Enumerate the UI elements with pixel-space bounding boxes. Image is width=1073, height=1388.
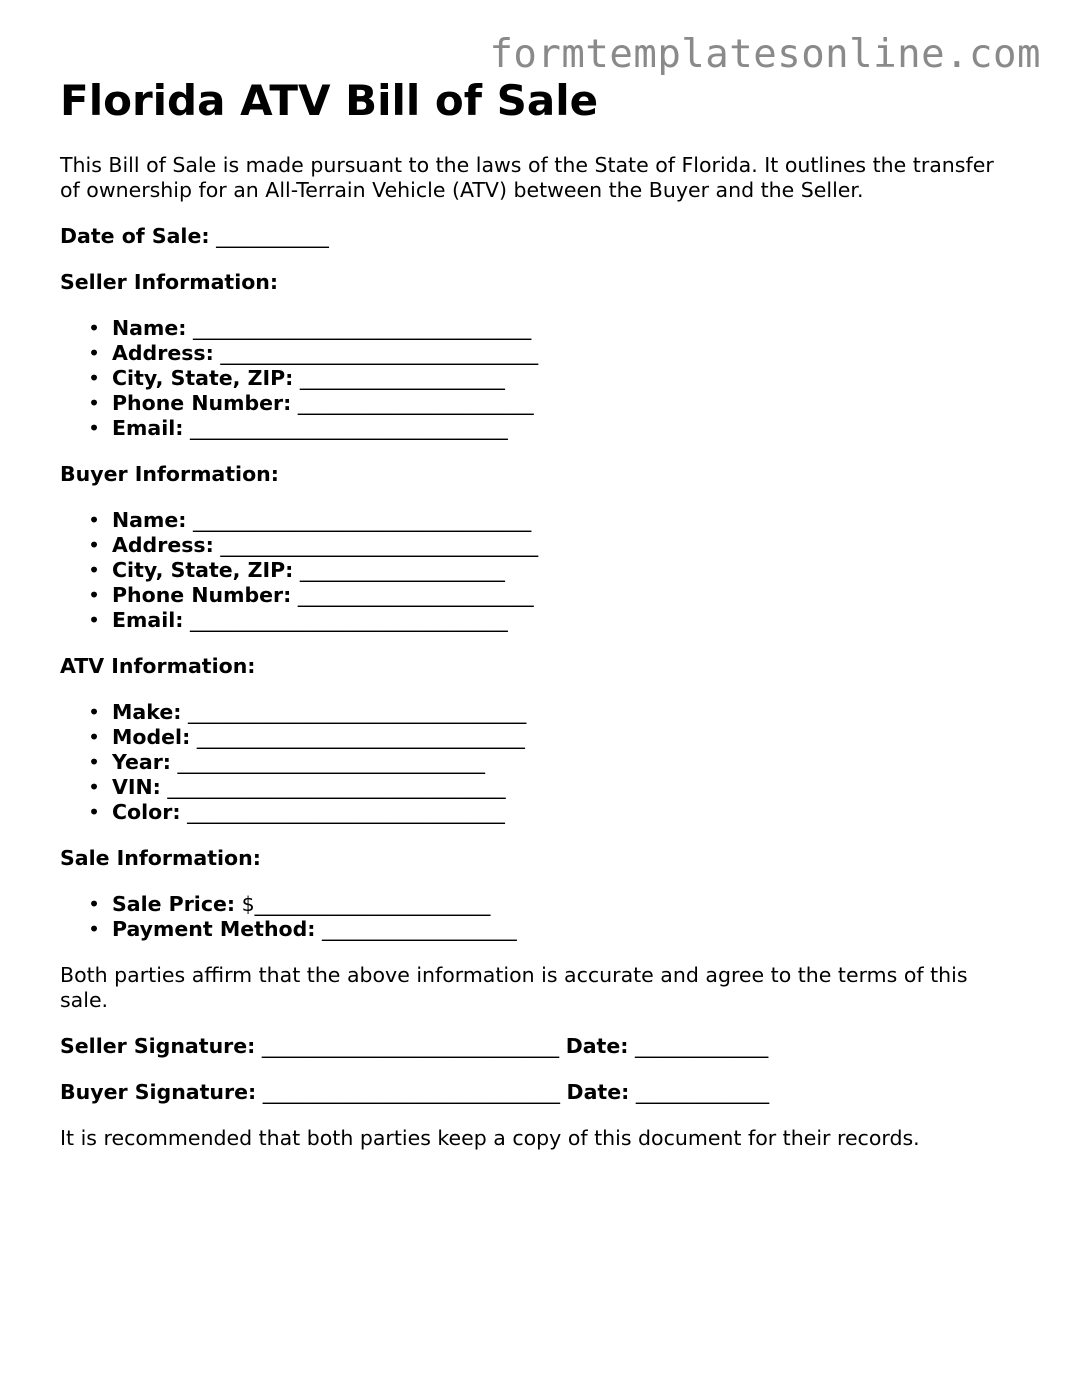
seller-date-label: Date: xyxy=(565,1034,629,1058)
seller-date-blank[interactable]: _____________ xyxy=(634,1034,769,1058)
list-item xyxy=(88,608,1020,633)
list-item xyxy=(88,533,1020,558)
buyer-signature-line xyxy=(60,1080,1020,1105)
field-blank[interactable]: _________________________________ xyxy=(187,700,527,724)
buyer-signature-blank[interactable]: _____________________________ xyxy=(262,1080,561,1104)
bullet-icon: • xyxy=(88,366,101,390)
list-item xyxy=(88,391,1020,416)
affirm-paragraph: Both parties affirm that the above information is accurate and agree to the terms of this sale. xyxy=(60,963,968,1012)
field-blank[interactable]: _______________________ xyxy=(297,391,534,415)
page-title: Florida ATV Bill of Sale xyxy=(60,76,599,125)
field-blank[interactable]: ____________________ xyxy=(299,366,505,390)
field-label: Make: xyxy=(112,700,182,724)
field-blank[interactable]: _______________________________ xyxy=(189,416,508,440)
watermark: formtemplatesonline.com xyxy=(489,32,1041,77)
document-body xyxy=(60,153,1020,1172)
field-blank[interactable]: _________________________________ xyxy=(192,316,532,340)
bullet-icon: • xyxy=(88,892,101,916)
field-blank[interactable]: ________________________________ xyxy=(196,725,525,749)
list-item xyxy=(88,725,1020,750)
buyer-signature-label: Buyer Signature: xyxy=(60,1080,257,1104)
field-blank[interactable]: _______________________________ xyxy=(220,341,539,365)
list-item xyxy=(88,558,1020,583)
date-of-sale-field xyxy=(60,224,1020,249)
seller-signature-line xyxy=(60,1034,1020,1059)
field-blank[interactable]: ___________________ xyxy=(322,917,517,941)
field-blank[interactable]: _________________________________ xyxy=(167,775,506,799)
bullet-icon: • xyxy=(88,750,101,774)
field-blank[interactable]: _______________________________ xyxy=(220,533,539,557)
atv-heading: ATV Information: xyxy=(60,654,256,678)
list-item xyxy=(88,341,1020,366)
list-item xyxy=(88,508,1020,533)
sale-heading: Sale Information: xyxy=(60,846,261,870)
field-label: Color: xyxy=(112,800,181,824)
seller-signature-blank[interactable]: _____________________________ xyxy=(261,1034,560,1058)
field-label: Address: xyxy=(112,533,214,557)
seller-list xyxy=(60,316,1020,441)
sale-list xyxy=(60,892,1020,942)
field-label: Year: xyxy=(112,750,172,774)
field-label: VIN: xyxy=(112,775,161,799)
field-blank[interactable]: _______________________ xyxy=(297,583,534,607)
field-label: City, State, ZIP: xyxy=(112,366,294,390)
list-item xyxy=(88,700,1020,725)
list-item xyxy=(88,316,1020,341)
field-blank[interactable]: $_______________________ xyxy=(241,892,491,916)
field-label: Name: xyxy=(112,316,187,340)
date-of-sale-blank[interactable]: ___________ xyxy=(216,224,329,248)
field-label: Sale Price: xyxy=(112,892,236,916)
list-item xyxy=(88,775,1020,800)
seller-heading: Seller Information: xyxy=(60,270,279,294)
buyer-heading: Buyer Information: xyxy=(60,462,279,486)
bullet-icon: • xyxy=(88,533,101,557)
field-label: City, State, ZIP: xyxy=(112,558,294,582)
field-label: Payment Method: xyxy=(112,917,316,941)
bullet-icon: • xyxy=(88,583,101,607)
field-label: Phone Number: xyxy=(112,583,292,607)
list-item xyxy=(88,416,1020,441)
list-item xyxy=(88,583,1020,608)
field-label: Email: xyxy=(112,608,184,632)
field-label: Phone Number: xyxy=(112,391,292,415)
field-blank[interactable]: _________________________________ xyxy=(192,508,532,532)
bullet-icon: • xyxy=(88,558,101,582)
bullet-icon: • xyxy=(88,508,101,532)
seller-signature-label: Seller Signature: xyxy=(60,1034,256,1058)
bullet-icon: • xyxy=(88,917,101,941)
bullet-icon: • xyxy=(88,700,101,724)
list-item xyxy=(88,366,1020,391)
bullet-icon: • xyxy=(88,608,101,632)
bullet-icon: • xyxy=(88,316,101,340)
field-blank[interactable]: ____________________ xyxy=(299,558,505,582)
list-item xyxy=(88,750,1020,775)
bullet-icon: • xyxy=(88,775,101,799)
field-label: Name: xyxy=(112,508,187,532)
field-label: Email: xyxy=(112,416,184,440)
field-label: Address: xyxy=(112,341,214,365)
field-blank[interactable]: _______________________________ xyxy=(189,608,508,632)
list-item xyxy=(88,892,1020,917)
field-label: Model: xyxy=(112,725,191,749)
bullet-icon: • xyxy=(88,391,101,415)
date-of-sale-label: Date of Sale: xyxy=(60,224,210,248)
atv-list xyxy=(60,700,1020,825)
buyer-list xyxy=(60,508,1020,633)
list-item xyxy=(88,917,1020,942)
list-item xyxy=(88,800,1020,825)
bullet-icon: • xyxy=(88,341,101,365)
field-blank[interactable]: _______________________________ xyxy=(187,800,505,824)
closing-paragraph: It is recommended that both parties keep a copy of this document for their records. xyxy=(60,1126,920,1150)
field-blank[interactable]: ______________________________ xyxy=(177,750,486,774)
buyer-date-label: Date: xyxy=(566,1080,630,1104)
intro-paragraph: This Bill of Sale is made pursuant to the laws of the State of Florida. It outlines the transfer of ownership for an All-Terrain Vehicle (ATV) between the Buyer and the Seller. xyxy=(60,153,994,202)
bullet-icon: • xyxy=(88,725,101,749)
bullet-icon: • xyxy=(88,416,101,440)
bullet-icon: • xyxy=(88,800,101,824)
buyer-date-blank[interactable]: _____________ xyxy=(635,1080,770,1104)
